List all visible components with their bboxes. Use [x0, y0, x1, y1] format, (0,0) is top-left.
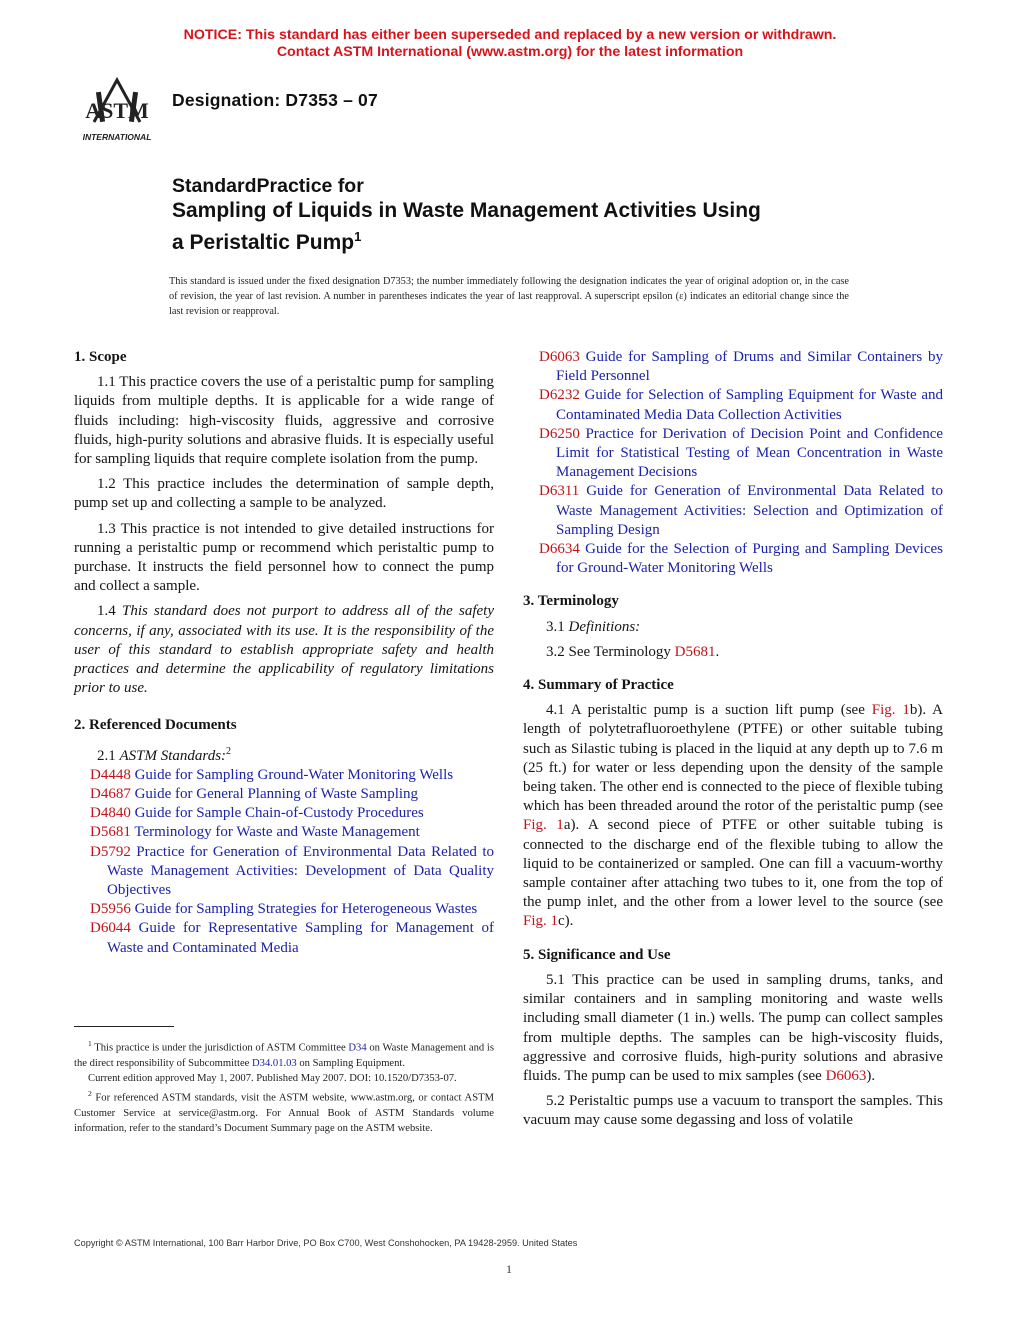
- footnote-divider: [74, 1026, 174, 1027]
- para-2-1-num: 2.1: [97, 747, 120, 764]
- footnote-1-edition: Current edition approved May 1, 2007. Published May 2007. DOI: 10.1520/D7353-07.: [88, 1072, 457, 1084]
- footnote-2-text: For referenced ASTM standards, visit the ASTM website, www.astm.org, or contact ASTM Customer Service at service@astm.org. For Annual Book of ASTM Standards volume information, refer to the standard’s Document Summary page on the ASTM website.: [74, 1092, 494, 1135]
- notice-line-1: NOTICE: This standard has either been superseded and replaced by a new version or withdrawn.: [183, 27, 837, 43]
- para-3-2-text: 3.2 See Terminology: [546, 643, 675, 660]
- ref-code[interactable]: D6311: [539, 483, 580, 500]
- ref-title[interactable]: Guide for Sampling of Drums and Similar Containers by Field Personnel: [556, 349, 944, 385]
- ref-code[interactable]: D5681: [90, 824, 131, 841]
- ref-list-left: [74, 766, 494, 958]
- ref-title[interactable]: Guide for Representative Sampling for Management of Waste and Contaminated Media: [107, 920, 494, 956]
- section-2-heading: 2. Referenced Documents: [74, 717, 237, 734]
- section-3-heading: 3. Terminology: [523, 593, 619, 610]
- page-number: 1: [506, 1262, 512, 1276]
- ref-title[interactable]: Guide for General Planning of Waste Sampling: [134, 786, 419, 803]
- para-2-1: [74, 742, 494, 766]
- document-title: [172, 174, 892, 256]
- footnote-1-text-b: on Waste Management and is the direct responsibility of Subcommittee: [74, 1042, 494, 1069]
- para-3-1-num: 3.1: [546, 618, 569, 635]
- para-1-2: 1.2 This practice includes the determination of sample depth, pump set up and collecting a sample to be analyzed.: [74, 476, 494, 512]
- d34-01-03-link[interactable]: D34.01.03: [252, 1057, 297, 1069]
- d6063-link[interactable]: D6063: [825, 1067, 867, 1084]
- ref-code[interactable]: D6634: [539, 541, 580, 558]
- para-4-1-text-d: c).: [558, 913, 574, 930]
- section-5-heading: 5. Significance and Use: [523, 946, 671, 963]
- ref-item[interactable]: [74, 919, 494, 957]
- copyright: Copyright © ASTM International, 100 Barr Harbor Drive, PO Box C700, West Conshohocken, PA 19428-2959. United States: [74, 1238, 578, 1248]
- para-1-4-num: 1.4: [97, 603, 122, 620]
- ref-item[interactable]: [523, 386, 943, 424]
- para-1-3: 1.3 This practice is not intended to give detailed instructions for running a peristaltic pump or recommend which peristaltic pump to purchase. It instructs the field personnel how to connect the pump and collect a sample.: [74, 520, 494, 595]
- footnote-1: [74, 1036, 494, 1071]
- ref-code[interactable]: D5956: [90, 901, 131, 918]
- ref-item[interactable]: [523, 425, 943, 483]
- notice-line-2: Contact ASTM International (www.astm.org) for the latest information: [276, 43, 744, 60]
- para-2-1-mark: 2: [226, 745, 232, 757]
- para-4-1-text-b: b). A length of polytetrafluoroethylene (PTFE) or other suitable tubing such as Silastic tubing is placed in the liquid at any depth up to 7.6 m (25 ft.) for water or less depending upon the density of the sample being taken. The other end is connected to the piece of flexible tubing which has been threaded around the rotor of the peristaltic pump (see: [523, 702, 944, 815]
- left-column: [74, 348, 494, 958]
- withdrawal-notice: [0, 27, 1020, 60]
- para-5-2: 5.2 Peristaltic pumps use a vacuum to transport the samples. This vacuum may cause some degassing and loss of volatile: [523, 1093, 943, 1129]
- fig-1-link[interactable]: Fig. 1: [523, 817, 564, 834]
- title-footnote-mark: 1: [354, 229, 362, 244]
- para-3-2-end: .: [715, 643, 720, 660]
- ref-code[interactable]: D4687: [90, 786, 131, 803]
- ref-code[interactable]: D6232: [539, 387, 580, 404]
- ref-code[interactable]: D5792: [90, 843, 131, 860]
- ref-title[interactable]: Practice for Generation of Environmental Data Related to Waste Management Activities: Development of Data Quality Objectives: [107, 843, 494, 899]
- footnote-1-text-c: on Sampling Equipment.: [296, 1057, 406, 1069]
- d34-link[interactable]: D34: [348, 1042, 367, 1054]
- ref-title[interactable]: Guide for the Selection of Purging and Sampling Devices for Ground-Water Monitoring Wells: [556, 541, 943, 577]
- para-5-1: [523, 971, 943, 1086]
- ref-title[interactable]: Guide for Sampling Strategies for Heterogeneous Wastes: [134, 901, 478, 918]
- ref-item[interactable]: [74, 823, 494, 842]
- designation: Designation: D7353 – 07: [172, 90, 378, 110]
- ref-item[interactable]: [523, 348, 943, 386]
- ref-item[interactable]: [74, 804, 494, 823]
- ref-title[interactable]: Guide for Sample Chain-of-Custody Procedures: [134, 805, 424, 822]
- para-3-2: [523, 643, 943, 662]
- ref-list-right: [523, 348, 943, 578]
- para-4-1: [523, 701, 943, 931]
- ref-title[interactable]: Terminology for Waste and Waste Management: [134, 824, 420, 841]
- ref-code[interactable]: D4840: [90, 805, 131, 822]
- para-4-1-text-c: a). A second piece of PTFE or other suitable tubing is connected to the discharge end of the flexible tubing to allow the liquid to be containerized or sampled. One can fill a vacuum-worthy sample container after attaching two tubes to it, one from the top of the pump inlet, and the other from a lower level to the source (see: [523, 817, 943, 911]
- title-line-3-text: a Peristaltic Pump: [172, 231, 355, 254]
- title-line-2: Sampling of Liquids in Waste Management Activities Using: [172, 199, 761, 222]
- ref-item[interactable]: [74, 785, 494, 804]
- para-1-1: 1.1 This practice covers the use of a peristaltic pump for sampling liquids from multiple depths. It is applicable for a wide range of fluids including: high-viscosity fluids, aggressive and corrosive fluids, high-purity solutions and abrasive fluids. It is especially useful for sampling liquids that require complete isolation from the pump.: [74, 374, 494, 468]
- ref-item[interactable]: [74, 843, 494, 901]
- right-column: [523, 348, 943, 1131]
- section-4-heading: 4. Summary of Practice: [523, 677, 674, 694]
- para-5-1-text-b: ).: [866, 1067, 876, 1084]
- para-2-1-label: ASTM Standards:: [119, 747, 227, 764]
- footnote-2-mark: 2: [88, 1089, 92, 1099]
- ref-code[interactable]: D6063: [539, 349, 580, 365]
- logo-subtitle: INTERNATIONAL: [82, 132, 152, 142]
- d5681-link[interactable]: D5681: [674, 643, 716, 660]
- ref-item[interactable]: [74, 766, 494, 785]
- footnote-2: [74, 1086, 494, 1136]
- ref-title[interactable]: Guide for Selection of Sampling Equipment for Waste and Contaminated Media Data Collection Activities: [556, 387, 944, 423]
- footnotes: [74, 1036, 494, 1136]
- footnote-1-mark: 1: [88, 1039, 92, 1048]
- ref-code[interactable]: D6044: [90, 920, 131, 937]
- title-line-1: StandardPractice for: [172, 175, 364, 197]
- fig-1-link[interactable]: Fig. 1: [871, 702, 910, 719]
- section-1-heading: 1. Scope: [74, 349, 127, 365]
- ref-item[interactable]: [74, 900, 494, 919]
- issued-note: This standard is issued under the fixed designation D7353; the number immediately following the designation indicates the year of original adoption or, in the case of revision, the year of last revision. A number in parentheses indicates the year of last reapproval. A superscript epsilon (ε) indicates an editorial change since the last revision or reapproval.: [169, 276, 849, 317]
- logo-mark: ASTM: [85, 98, 149, 123]
- para-1-4: [74, 602, 494, 698]
- ref-item[interactable]: [523, 540, 943, 578]
- ref-title[interactable]: Practice for Derivation of Decision Point and Confidence Limit for Statistical Testing of Mean Concentration in Waste Management Decisions: [556, 425, 944, 481]
- para-3-1-text: Definitions:: [568, 618, 641, 635]
- ref-code[interactable]: D6250: [539, 425, 580, 442]
- para-1-4-text: This standard does not purport to address all of the safety concerns, if any, associated with its use. It is the responsibility of the user of this standard to establish appropriate safety and health practices and determine the applicability of regulatory limitations prior to use.: [74, 603, 495, 697]
- para-5-1-text-a: 5.1 This practice can be used in sampling drums, tanks, and similar containers and in sampling monitoring and waste wells including small diameter (1 in.) wells. The pump can collect samples from multiple depths. The samples can be high-viscosity fluids, aggressive and corrosive fluids, high-purity solutions and abrasive fluids. The pump can be used to mix samples (see: [523, 971, 943, 1084]
- ref-title[interactable]: Guide for Generation of Environmental Data Related to Waste Management Activities: Selection and Optimization of Sampling Design: [556, 483, 943, 538]
- footnote-1-text-a: This practice is under the jurisdiction of ASTM Committee: [91, 1042, 349, 1054]
- astm-logo-icon: [72, 74, 162, 146]
- ref-title[interactable]: Guide for Sampling Ground-Water Monitoring Wells: [134, 766, 454, 783]
- para-3-1: [523, 618, 943, 637]
- ref-code[interactable]: D4448: [90, 766, 131, 783]
- title-line-3: [172, 224, 892, 256]
- fig-1-link[interactable]: Fig. 1: [523, 913, 559, 930]
- para-4-1-text-a: 4.1 A peristaltic pump is a suction lift pump (see: [546, 702, 872, 719]
- ref-item[interactable]: [523, 482, 943, 540]
